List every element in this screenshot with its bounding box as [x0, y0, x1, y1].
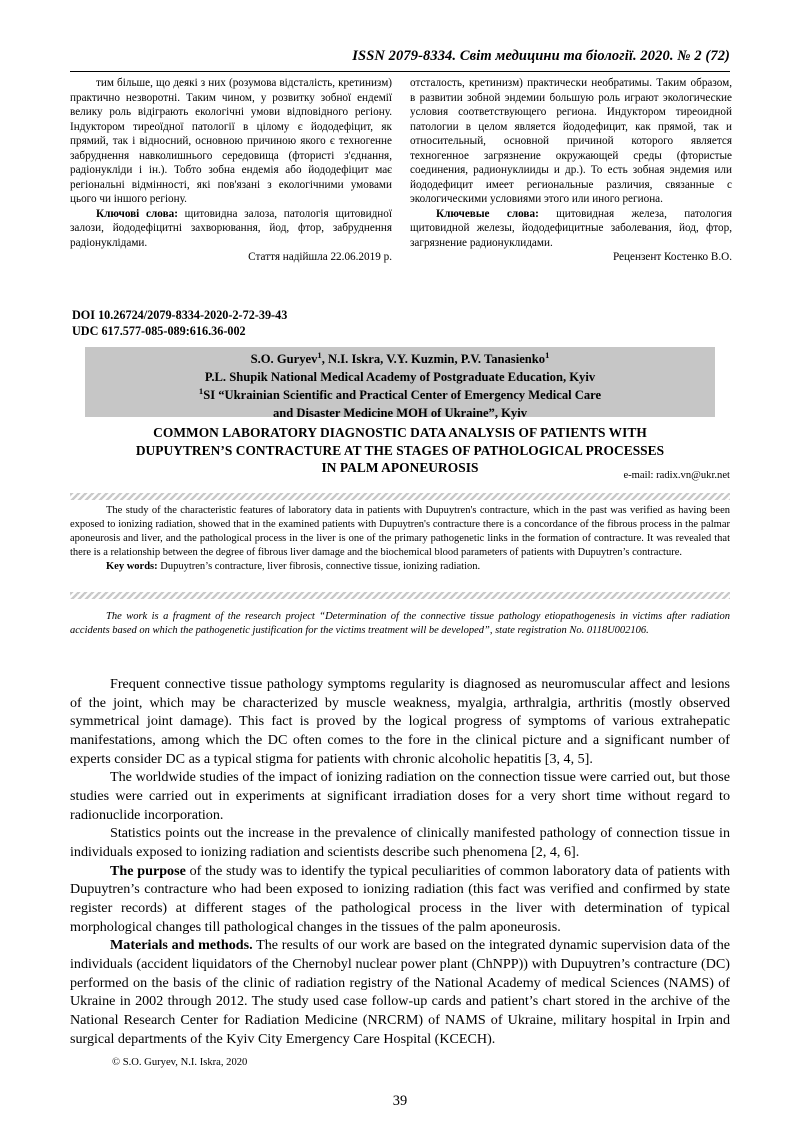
- doi-line: DOI 10.26724/2079-8334-2020-2-72-39-43: [72, 308, 288, 322]
- body-text: [70, 675, 730, 1048]
- zigzag-divider-bottom: [70, 592, 730, 599]
- affiliation-line-2: [85, 386, 715, 405]
- body-paragraph: [70, 862, 730, 937]
- body-paragraph-lead: The purpose: [110, 862, 186, 879]
- affiliation-line-3: and Disaster Medicine MOH of Ukraine”, Kyiv: [272, 405, 528, 420]
- article-title-line-2: DUPUYTREN’S CONTRACTURE AT THE STAGES OF PATHOLOGICAL PROCESSES: [135, 442, 665, 458]
- copyright-line: © S.O. Guryev, N.I. Iskra, 2020: [112, 1057, 248, 1068]
- affiliation-line-2-text: SI “Ukrainian Scientific and Practical Center of Emergency Medical Care: [203, 388, 602, 403]
- article-title-line-1: COMMON LABORATORY DIAGNOSTIC DATA ANALYSIS OF PATIENTS WITH: [153, 425, 647, 440]
- ukr-paragraph: тим більше, що деякі з них (розумова відсталість, кретинизм) практично незворотні. Таким чином, у розвитку зобної ендемії велику роль відіграють екологічні умови відповідного регіону. Індуктором тиреоїдної патології в цілому є йододефіцит, як прямий, так і відносний, основною причиною якого є техногенне забруднення навколишнього середовища (фтористі з'єднання, радіонукліди і ін.). Тобто зобна ендемія або йододефіцит має регіональні відмінності, які пов'язані з екологічними умовами цього чи іншого регіону.: [70, 77, 392, 205]
- udc-line: UDC 617.577-085-089:616.36-002: [72, 324, 246, 339]
- authors-line: [85, 350, 715, 369]
- body-paragraph-lead: Materials and methods.: [110, 937, 253, 954]
- affiliation-line-1: P.L. Shupik National Medical Academy of Postgraduate Education, Kyiv: [204, 369, 596, 384]
- body-paragraph: [70, 936, 730, 1048]
- abstract-keywords: [70, 560, 730, 574]
- body-paragraph-text: of the study was to identify the typical peculiarities of common laboratory data of patients with Dupuytren’s contracture who had been exposed to ionizing radiation (this fact was verified and confirmed by state register records) at different stages of the pathological process in the liver with determination of typical morphological changes till pathological changes in the tissues of the palm aponeurosis.: [70, 862, 730, 935]
- body-paragraph: [70, 824, 730, 861]
- rus-keywords: [410, 207, 732, 251]
- affiliation-marker-1: 1: [317, 350, 322, 360]
- page-number: 39: [392, 1093, 408, 1109]
- authors-names-pre: S.O. Guryev: [250, 352, 318, 367]
- body-paragraph: [70, 768, 730, 824]
- article-title-line-3: IN PALM APONEUROSIS: [321, 460, 479, 476]
- right-column-russian: [410, 76, 732, 265]
- authors-names-mid: , N.I. Iskra, V.Y. Kuzmin, P.V. Tanasienko: [321, 352, 546, 367]
- ukr-received-date: Стаття надійшла 22.06.2019 р.: [248, 251, 392, 263]
- affiliation-marker-2: 1: [545, 350, 550, 360]
- ukr-keywords: [70, 207, 392, 251]
- zigzag-divider-top: [70, 493, 730, 500]
- left-column-ukrainian: [70, 76, 392, 265]
- project-note-text: The work is a fragment of the research project “Determination of the connective tissue pathology etiopathogenesis in victims after radiation accidents based on which the pathogenetic justification for the victims treatment will be developed”, state registration No. 0118U002106.: [70, 611, 730, 637]
- ukr-keywords-label: Ключові слова:: [96, 207, 178, 220]
- running-head-rule: [70, 71, 730, 72]
- affiliation-marker-3: 1: [198, 385, 204, 396]
- ukr-keywords-text: щитовидна залоза, патологія щитовидної залози, йододефіцитні захворювання, йод, фтор, забруднення радіонуклідами.: [70, 207, 392, 249]
- body-paragraph-text: Statistics points out the increase in the prevalence of clinically manifested pathology of connection tissue in individuals exposed to ionizing radiation and scientists describe such phenomena [2, 4, 6].: [70, 825, 730, 861]
- body-paragraph-text: The worldwide studies of the impact of ionizing radiation on the connection tissue were carried out, but those studies were carried out in experiments at significant irradiation doses for a very short time without regard to radionuclide incorporation.: [70, 769, 730, 823]
- authors-affiliation-band: [85, 347, 715, 420]
- english-abstract: [70, 504, 730, 574]
- abstract-text: The study of the characteristic features of laboratory data in patients with Dupuytren's contracture, which in the past was verified as having been exposed to ionizing radiation, showed that in the examined patients with Dupuytren's contracture there is a concordance of the fibrous process in the palmar aponeurosis and liver, and the pathological process in the liver is one of the primary pathogenetic links in the formation of contracture. It was revealed that there is a relationship between the degree of fibrous liver damage and the biochemical blood parameters of patients with Dupuytren’s contracture.: [70, 505, 730, 558]
- rus-reviewer: Рецензент Костенко В.О.: [612, 251, 732, 263]
- body-paragraph-text: Frequent connective tissue pathology symptoms regularity is diagnosed as neuromuscular affect and lesions of the joint, which may be characterized by muscle weakness, myalgia, arthralgia, arthritis (mostly observed symmetrical joint damage). This fact is proved by the logical progress of symptoms of various extrahepatic manifestations, among which the DC often comes to the fore in the clinical picture and a significant number of experts consider DC as a typical stigma for patients with chronic alcoholic hepatitis [3, 4, 5].: [70, 676, 730, 767]
- abstract-keywords-text: Dupuytren’s contracture, liver fibrosis, connective tissue, ionizing radiation.: [157, 560, 481, 572]
- rus-paragraph: отсталость, кретинизм) практически необратимы. Таким образом, в развитии зобной эндемии большую роль играют экологические условия соответствующего региона. Индуктором тиреоидной патологии в целом является йододефицит, как прямой, так и относительный, основной причиной которого является техногенное загрязнение окружающей среды (фтористые соединения, радионуклииды и др.). То есть зобная эндемия или йододефицит имеет региональные различия, связанные с экологическими условиями этого или иного региона.: [410, 77, 732, 205]
- rus-keywords-label: Ключевые слова:: [436, 207, 539, 220]
- body-paragraph: [70, 675, 730, 768]
- abstract-keywords-label: Key words:: [106, 560, 158, 572]
- identifier-block: [72, 307, 287, 339]
- body-paragraph-text: The results of our work are based on the integrated dynamic supervision data of the individuals (accident liquidators of the Chernobyl nuclear power plant (ChNPP)) with Dupuytren’s contracture (DC) performed on the basis of the clinic of radiation registry of the National Academy of medical Sciences (NAMS) of Ukraine in 2002 through 2012. The study used case follow-up cards and patient’s chart stored in the archive of the National Research Center for Radiation Medicine (NRCRM) of NAMS of Ukraine, military hospital in Irpin and surgical departments of the Kyiv City Emergency Care Hospital (KCECH).: [70, 937, 730, 1047]
- contact-email[interactable]: e-mail: radix.vn@ukr.net: [623, 470, 730, 481]
- running-head: ISSN 2079-8334. Світ медицини та біології. 2020. № 2 (72): [352, 48, 730, 64]
- bilingual-abstract-columns: [70, 76, 732, 265]
- rus-keywords-text: щитовидная железа, патология щитовидной железы, йододефицитные заболевания, йод, фтор, загрязнение радионуклидами.: [410, 207, 732, 249]
- project-funding-note: [70, 610, 730, 638]
